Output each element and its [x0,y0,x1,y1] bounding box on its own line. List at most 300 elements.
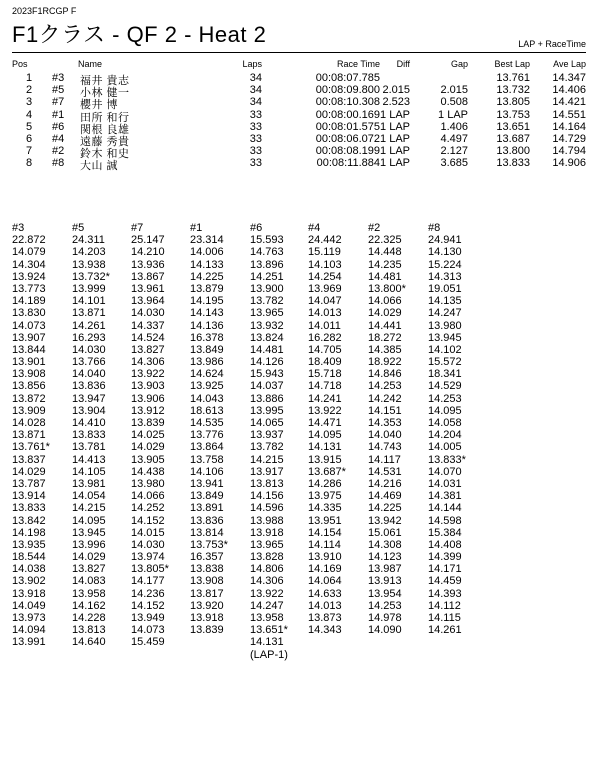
lap-time: 14.624 [190,368,224,381]
lap-time: 14.640 [72,636,106,649]
result-gap: 0.508 [440,96,468,109]
lap-time: 15.943 [250,368,284,381]
lap-time: 14.806 [250,563,284,576]
lap-time: 14.064 [308,575,342,588]
result-pos: 4 [25,108,33,121]
lap-time: 14.252 [131,502,165,515]
lap-time: 14.203 [72,246,106,259]
lap-time: 24.311 [72,234,105,247]
lap-time: (LAP-1) [250,648,288,661]
lap-time: 14.535 [190,417,224,429]
lap-time: 14.408 [428,538,462,551]
lap-time: 15.593 [250,234,284,247]
result-ave-lap: 14.421 [552,96,586,109]
lap-time: 13.917 [250,465,284,478]
lap-column [72,222,110,649]
lap-time: 14.633 [308,587,342,600]
result-race-time: 00:08:09.800 [315,84,380,97]
lap-time: 14.177 [131,575,165,588]
lap-time: 13.925 [190,380,224,393]
lap-time: 18.409 [308,356,342,369]
lap-time: 14.253 [368,380,402,393]
lap-time: 13.782 [250,441,284,454]
lap-time: 13.838 [190,563,224,576]
lap-time: 14.066 [131,490,165,503]
lap-time: 13.864 [190,441,224,454]
lap-time: 19.051 [428,282,462,295]
lap-time: 13.904 [72,404,106,417]
lap-time: 16.378 [190,331,224,344]
result-best-lap: 13.732 [496,84,530,97]
lap-time: 13.732* [72,270,110,283]
result-gap: 2.127 [440,145,468,158]
lap-time: 15.572 [428,356,462,369]
event-name: 2023F1RCGP F [12,6,77,16]
result-diff: 1 LAP [380,108,410,121]
result-driver-name: 大山 誠 [80,160,119,173]
lap-time: 13.920 [190,599,224,612]
lap-time: 13.913 [368,575,402,588]
lap-time: 13.961 [131,282,165,295]
lap-time: 13.949 [131,612,165,624]
lap-time: 14.304 [12,258,46,271]
lap-time: 13.910 [308,551,342,564]
result-ave-lap: 14.406 [552,84,586,97]
lap-time: 14.152 [131,514,165,527]
lap-time: 14.037 [250,380,284,393]
results-body [0,72,600,173]
lap-time: 14.247 [428,307,462,320]
lap-time: 13.988 [250,514,284,527]
lap-time: 15.459 [131,636,165,649]
lap-time: 14.241 [308,392,342,405]
lap-time: 16.282 [308,331,342,344]
lap-time: 13.932 [250,319,284,332]
lap-time: 13.945 [72,526,106,539]
lap-time: 14.308 [368,538,402,551]
result-gap: 3.685 [440,157,468,170]
lap-time: 14.066 [368,295,402,308]
lap-time: 13.991 [12,636,46,649]
lap-time: 14.031 [428,477,462,490]
lap-time: 14.154 [308,526,342,539]
lap-time: 13.867 [131,270,165,283]
lap-time: 18.544 [12,551,46,564]
result-ave-lap: 14.164 [552,120,586,133]
lap-time: 14.410 [72,417,106,429]
lap-column-car-number: #7 [131,222,144,234]
lap-time: 14.131 [250,636,284,649]
lap-time: 14.469 [368,490,402,503]
result-laps: 33 [249,132,262,145]
result-best-lap: 13.761 [496,72,530,84]
result-car-number: #1 [52,108,65,121]
result-car-number: #8 [52,157,65,170]
result-laps: 34 [249,96,262,109]
lap-time: 13.766 [72,356,106,369]
lap-time: 14.162 [72,599,106,612]
result-gap: 1.406 [440,120,468,133]
lap-time: 13.922 [250,587,284,600]
lap-time: 13.995 [250,404,284,417]
lap-time: 13.906 [131,392,165,405]
result-race-time: 00:08:08.199 [315,145,380,158]
lap-time: 13.908 [12,368,46,381]
lap-time: 14.102 [428,343,462,356]
lap-time: 13.981 [72,477,106,490]
result-pos: 3 [25,96,33,109]
col-header-pos: Pos [12,59,28,69]
lap-time: 14.028 [12,417,46,429]
lap-time: 24.941 [428,234,462,247]
lap-time: 14.079 [12,246,46,259]
lap-time: 18.272 [368,331,402,344]
col-header-diff: Diff [396,59,410,69]
lap-time: 14.073 [131,624,165,637]
lap-time: 16.357 [190,551,224,564]
lap-time: 13.941 [190,477,224,490]
lap-time: 14.030 [131,307,165,320]
result-race-time: 00:08:10.308 [315,96,380,109]
lap-time: 13.936 [131,258,165,271]
lap-time: 14.235 [368,258,402,271]
result-car-number: #4 [52,132,65,145]
lap-time: 14.135 [428,295,462,308]
result-car-number: #5 [52,84,65,97]
lap-time: 14.106 [190,465,224,478]
lap-time: 13.918 [12,587,46,600]
lap-time: 14.471 [308,417,342,429]
result-best-lap: 13.805 [496,96,530,109]
lap-time: 13.871 [12,429,46,442]
result-laps: 34 [249,84,262,97]
result-best-lap: 13.800 [496,145,530,158]
lap-time: 14.171 [428,563,462,576]
lap-time: 14.337 [131,319,165,332]
lap-time: 14.253 [368,599,402,612]
lap-time: 13.947 [72,392,106,405]
lap-time: 13.965 [250,307,284,320]
lap-time: 14.198 [12,526,46,539]
lap-time: 13.839 [190,624,224,637]
lap-time: 13.896 [250,258,284,271]
result-race-time: 00:08:07.785 [315,72,380,84]
result-diff: 1 LAP [380,157,410,170]
lap-column [131,222,169,649]
results-header-row [0,59,600,72]
result-ave-lap: 14.794 [552,145,586,158]
lap-time: 13.915 [308,453,342,466]
lap-time: 13.776 [190,429,224,442]
lap-time: 14.058 [428,417,462,429]
result-row [0,132,600,148]
lap-time: 13.980 [428,319,462,332]
lap-time: 14.216 [368,477,402,490]
lap-time: 14.005 [428,441,462,454]
lap-time: 14.126 [250,356,284,369]
result-gap: 1 LAP [438,108,468,121]
result-race-time: 00:08:01.575 [315,120,380,133]
lap-time: 13.965 [250,538,284,551]
lap-time: 13.830 [12,307,46,320]
lap-time: 14.261 [428,624,462,637]
lap-time: 14.242 [368,392,402,405]
result-diff: 2.015 [382,84,410,97]
lap-time: 14.596 [250,502,284,515]
lap-time: 13.844 [12,343,46,356]
lap-time: 14.029 [12,465,46,478]
lap-time: 13.833 [72,429,106,442]
lap-time: 14.210 [131,246,165,259]
lap-time: 14.054 [72,490,106,503]
lap-time: 14.143 [190,307,224,320]
lap-time: 13.975 [308,490,342,503]
lap-time: 13.761* [12,441,50,454]
result-driver-name: 櫻井 博 [80,99,119,112]
lap-time: 13.813 [250,477,284,490]
lap-column [12,222,50,649]
lap-time: 13.813 [72,624,106,637]
lap-column [368,222,406,636]
lap-time: 14.006 [190,246,224,259]
lap-time: 13.903 [131,380,165,393]
result-pos: 1 [25,72,33,84]
lap-time: 13.938 [72,258,106,271]
lap-column [308,222,346,636]
lap-time: 13.886 [250,392,284,405]
result-race-time: 00:08:00.169 [315,108,380,121]
lap-time: 14.531 [368,465,402,478]
lap-time: 13.805* [131,563,169,576]
lap-time: 13.781 [72,441,106,454]
lap-time: 13.833 [12,502,46,515]
lap-time: 14.101 [72,295,106,308]
lap-time: 14.343 [308,624,342,637]
lap-time: 14.043 [190,392,224,405]
result-diff: 1 LAP [380,120,410,133]
col-header-best-lap: Best Lap [494,59,530,69]
lap-time: 14.105 [72,465,106,478]
lap-time: 14.413 [72,453,106,466]
lap-time: 14.705 [308,343,342,356]
result-ave-lap: 14.729 [552,132,586,145]
lap-time: 13.974 [131,551,165,564]
lap-time: 14.399 [428,551,462,564]
lap-time: 13.687* [308,465,346,478]
lap-time: 14.144 [428,502,462,515]
result-laps: 33 [249,145,262,158]
lap-time: 15.224 [428,258,462,271]
lap-time: 14.247 [250,599,284,612]
result-row [0,120,600,136]
result-best-lap: 13.833 [496,157,530,170]
lap-column-car-number: #8 [428,222,441,234]
lap-time: 25.147 [131,234,165,247]
lap-time: 13.907 [12,331,46,344]
lap-time: 13.900 [250,282,284,295]
result-row [0,157,600,173]
lap-time: 14.313 [428,270,462,283]
lap-time: 16.293 [72,331,106,344]
lap-time: 14.251 [250,270,284,283]
lap-time: 14.040 [72,368,106,381]
lap-time: 13.839 [131,417,165,429]
lap-time: 14.846 [368,368,402,381]
lap-time: 14.130 [428,246,462,259]
lap-time: 14.481 [368,270,402,283]
result-pos: 7 [25,145,33,158]
result-gap: 2.015 [440,84,468,97]
lap-time: 13.996 [72,538,106,551]
result-ave-lap: 14.551 [552,108,586,121]
col-header-race-time: Race Time [336,59,380,69]
col-header-ave-lap: Ave Lap [553,59,586,69]
lap-column-car-number: #5 [72,222,85,234]
lap-time: 13.758 [190,453,224,466]
lap-time: 14.353 [368,417,402,429]
lap-column-car-number: #6 [250,222,263,234]
lap-column-car-number: #4 [308,222,321,234]
result-driver-name: 福井 貴志 [80,75,130,87]
lap-time: 14.030 [131,538,165,551]
result-car-number: #6 [52,120,65,133]
lap-time: 14.481 [250,343,284,356]
lap-time: 13.937 [250,429,284,442]
col-header-laps: Laps [242,59,262,69]
lap-time: 13.924 [12,270,46,283]
lap-time: 13.817 [190,587,224,600]
lap-time: 14.195 [190,295,224,308]
lap-time: 14.261 [72,319,106,332]
lap-time: 13.814 [190,526,224,539]
lap-time: 14.743 [368,441,402,454]
lap-column-car-number: #1 [190,222,203,234]
lap-time: 14.189 [12,295,46,308]
lap-time: 14.441 [368,319,402,332]
result-diff: 1 LAP [380,145,410,158]
lap-time: 14.065 [250,417,284,429]
lap-time: 14.306 [131,356,165,369]
lap-time: 14.156 [250,490,284,503]
lap-time: 18.613 [190,404,224,417]
result-row [0,84,600,100]
lap-time: 13.849 [190,343,224,356]
result-row [0,145,600,161]
result-car-number: #3 [52,72,65,84]
lap-time: 13.908 [190,575,224,588]
lap-time: 13.773 [12,282,46,295]
lap-time: 22.325 [368,234,402,247]
lap-time: 15.384 [428,526,462,539]
result-gap: 4.497 [440,132,468,145]
lap-time: 13.922 [131,368,165,381]
lap-time: 13.879 [190,282,224,295]
lap-time: 13.856 [12,380,46,393]
lap-time: 14.718 [308,380,342,393]
lap-time: 13.999 [72,282,106,295]
lap-time: 13.958 [250,612,284,624]
lap-time: 14.112 [428,599,461,612]
col-header-gap: Gap [450,59,468,69]
result-best-lap: 13.687 [496,132,530,145]
result-diff: 2.523 [382,96,410,109]
result-race-time: 00:08:06.072 [315,132,380,145]
result-pos: 2 [25,84,33,97]
lap-time: 24.442 [308,234,342,247]
col-header-name: Name [78,59,103,69]
result-race-time: 00:08:11.884 [316,157,380,170]
lap-time: 13.958 [72,587,106,600]
lap-time: 14.215 [72,502,106,515]
result-best-lap: 13.651 [496,120,530,133]
lap-time: 14.225 [190,270,224,283]
lap-time: 14.117 [368,453,401,466]
lap-time: 13.871 [72,307,106,320]
lap-time: 14.049 [12,599,46,612]
lap-time: 14.095 [72,514,106,527]
lap-time: 13.753* [190,538,228,551]
lap-time: 13.918 [250,526,284,539]
lap-time: 13.986 [190,356,224,369]
lap-time: 14.335 [308,502,342,515]
lap-time: 14.123 [368,551,402,564]
lap-time: 13.918 [190,612,224,624]
lap-time: 13.901 [12,356,46,369]
lap-time: 14.254 [308,270,342,283]
result-laps: 34 [249,72,262,84]
lap-time: 14.070 [428,465,462,478]
result-laps: 33 [249,157,262,170]
lap-time: 15.061 [368,526,402,539]
result-car-number: #7 [52,96,65,109]
lap-time: 14.114 [308,538,341,551]
lap-time: 14.015 [131,526,165,539]
lap-time: 14.228 [72,612,106,624]
result-driver-name: 田所 和行 [80,111,130,124]
lap-time: 14.524 [131,331,165,344]
lap-time: 14.103 [308,258,342,271]
lap-time: 14.025 [131,429,165,442]
result-pos: 5 [25,120,33,133]
result-ave-lap: 14.347 [552,72,586,84]
lap-time: 14.029 [72,551,106,564]
lap-time: 14.253 [428,392,462,405]
lap-time: 14.040 [368,429,402,442]
lap-time: 14.236 [131,587,165,600]
lap-time: 13.824 [250,331,284,344]
lap-time: 13.842 [12,514,46,527]
lap-time: 13.951 [308,514,342,527]
lap-time: 13.902 [12,575,46,588]
lap-time: 13.651* [250,624,288,637]
lap-time: 14.286 [308,477,342,490]
lap-time: 14.529 [428,380,462,393]
lap-time: 13.833* [428,453,466,466]
lap-time: 23.314 [190,234,224,247]
result-best-lap: 13.753 [496,108,530,121]
lap-time: 13.909 [12,404,46,417]
lap-time: 13.912 [131,404,165,417]
lap-time: 14.448 [368,246,402,259]
lap-time: 13.945 [428,331,462,344]
lap-column [190,222,228,636]
lap-time: 13.849 [190,490,224,503]
lap-time: 14.152 [131,599,165,612]
result-driver-name: 遠藤 秀貴 [80,135,130,148]
lap-time: 14.598 [428,514,462,527]
lap-time: 14.115 [428,612,461,624]
lap-time: 14.013 [308,599,342,612]
